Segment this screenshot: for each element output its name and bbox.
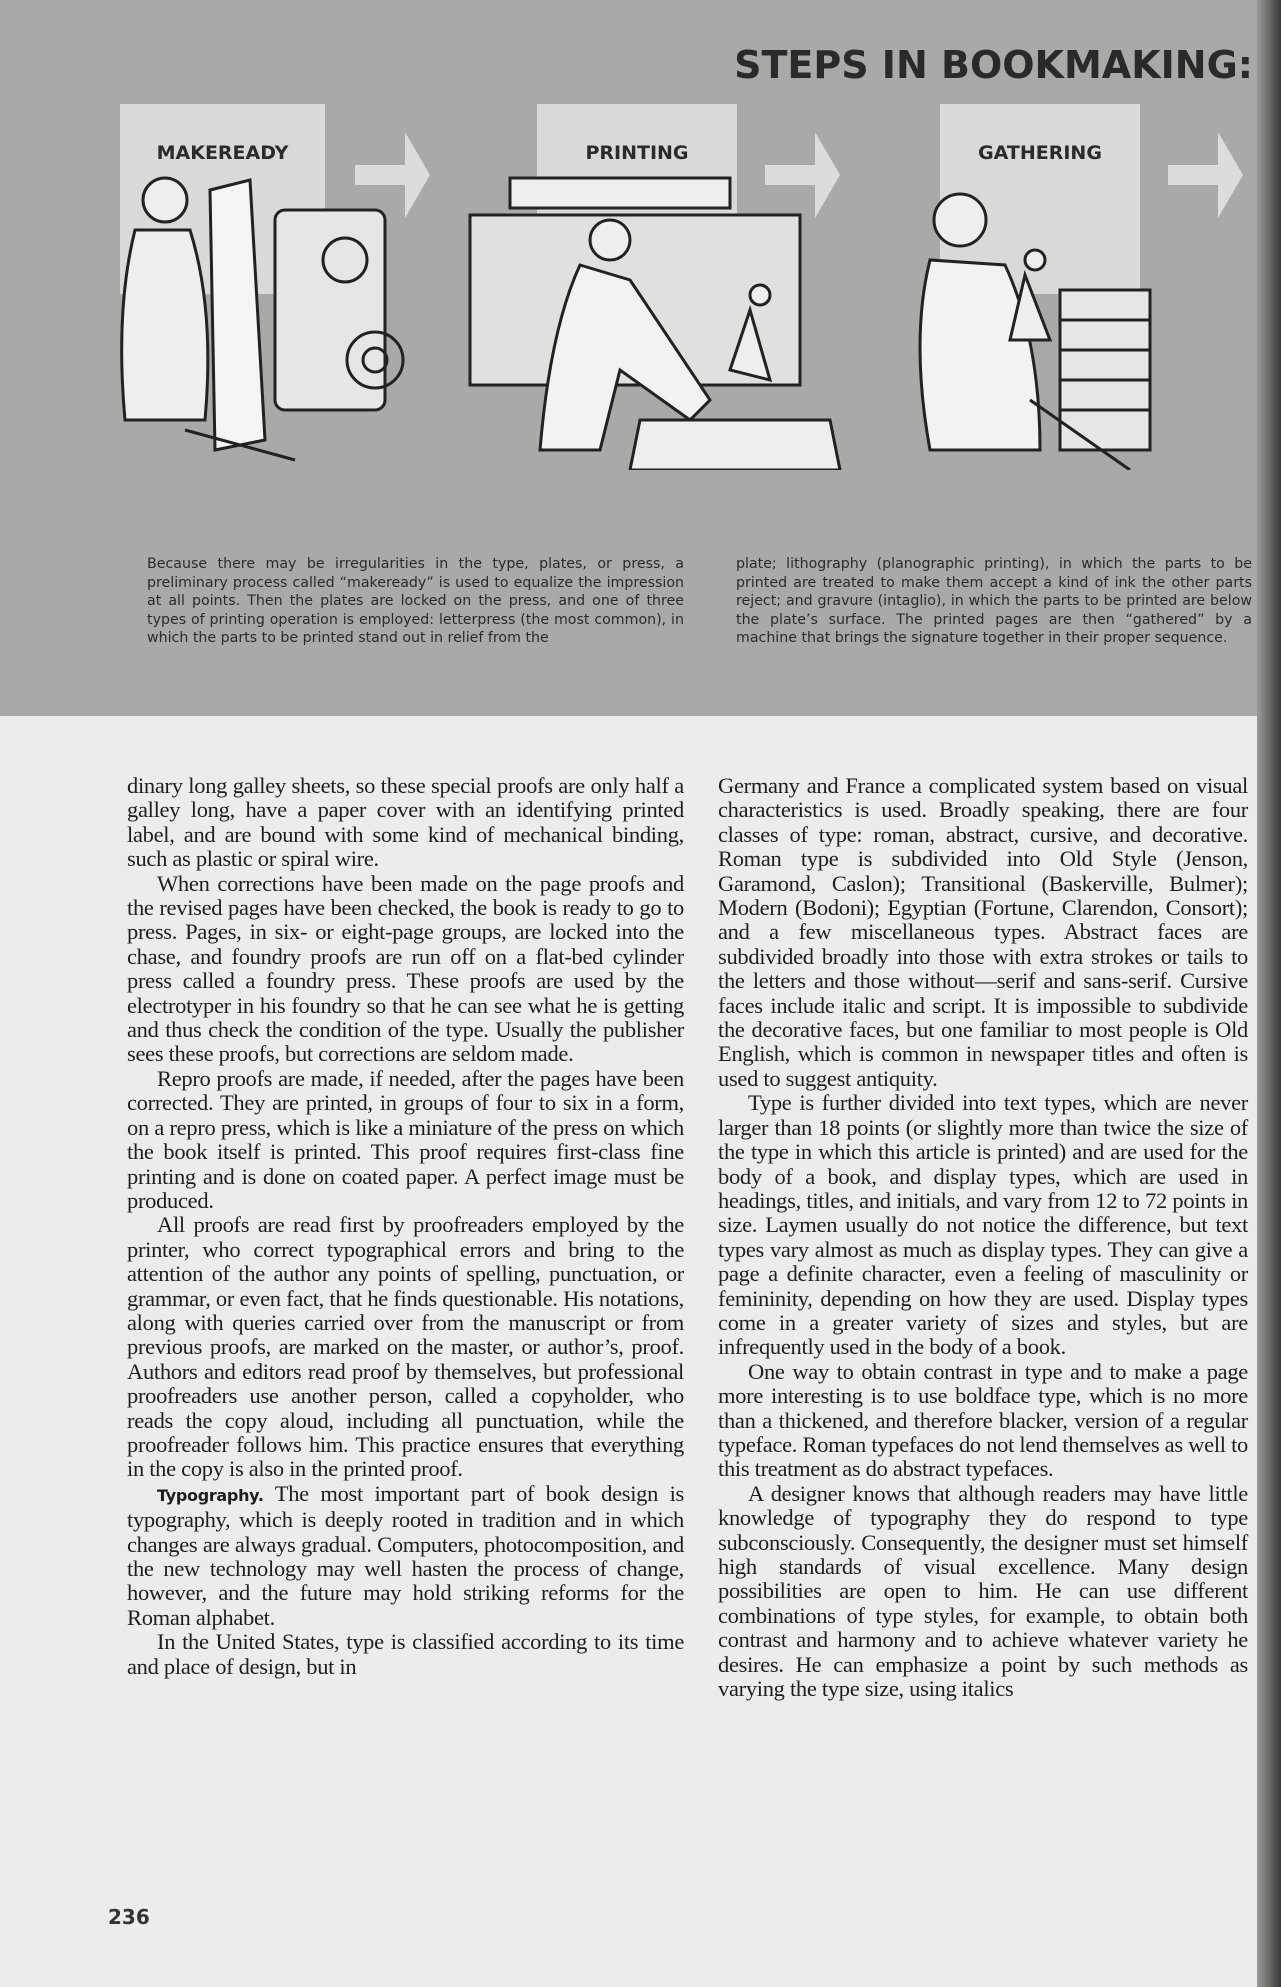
- page-title: STEPS IN BOOKMAKING:: [734, 43, 1253, 87]
- paragraph: Type is further divided into text types, which are never larger than 18 points (or slightly more than twice the size of the type in which this article is printed) and are used for the body of a book, and display types, which are used in headings, titles, and initials, and vary from 12 to 72 points in size. Laymen usually do not notice the difference, but text types vary almost as much as display types. They can give a page a definite character, even a feeling of masculinity or femininity, depending on how they are used. Display types come in a greater variety of sizes and styles, but are infrequently used in the body of a book.: [718, 1090, 1248, 1360]
- caption-left: Because there may be irregularities in the type, plates, or press, a preliminary process called “makeready” is used to equalize the impression at all points. Then the plates are locked on the press, and one of three types of printing operation is employed: letterpress (the most common), in which the parts to be printed stand out in relief from the: [147, 556, 684, 647]
- paragraph: Repro proofs are made, if needed, after the pages have been corrected. They are printed, in groups of four to six in a form, on a repro press, which is like a miniature of the press on which the book itself is printed. This proof requires first-class fine printing and is done on coated paper. A perfect image must be produced.: [127, 1065, 684, 1213]
- paragraph-typography: [127, 1482, 684, 1630]
- section-heading: Typography.: [157, 1485, 264, 1505]
- paragraph-text: The most important part of book design is typography, which is deeply rooted in tradition and in which changes are always gradual. Computers, photocomposition, and the new technology may well hasten the process of change, however, and the future may hold striking reforms for the Roman alphabet.: [127, 1480, 685, 1630]
- paragraph: A designer knows that although readers may have little knowledge of typography they do respond to type subconsciously. Consequently, the designer must set himself high standards of visual excellence. Many design possibilities are open to him. He can use different combinations of type styles, for example, to obtain both contrast and harmony and to achieve whatever variety he desires. He can emphasize a point by such methods as varying the type size, using italics: [718, 1480, 1248, 1702]
- step-label: PRINTING: [585, 142, 689, 164]
- paragraph: Germany and France a complicated system based on visual characteristics is used. Broadly speaking, there are four classes of type: roman, abstract, cursive, and decorative. Roman type is subdivided into Old Style (Jenson, Garamond, Caslon); Transitional (Baskerville, Bulmer); Modern (Bodoni); Egyptian (Fortune, Clarendon, Consort); and a few miscellaneous types. Abstract faces are subdivided broadly into those with extra strokes or tails to the letters and those without—serif and sans-serif. Cursive faces include italic and script. It is impossible to subdivide the decorative faces, but one familiar to most people is Old English, which is common in newspaper titles and often is used to suggest antiquity.: [718, 773, 1248, 1091]
- body-column-right: [718, 774, 1248, 1701]
- paragraph: In the United States, type is classified according to its time and place of design, but in: [127, 1629, 684, 1679]
- page-number: 236: [108, 1905, 150, 1929]
- page-edge-shadow: [1257, 0, 1281, 1987]
- body-column-left: [127, 774, 684, 1679]
- makeready-illustration-icon: [95, 170, 425, 470]
- paragraph: All proofs are read first by proofreaders employed by the printer, who correct typographical errors and bring to the attention of the author any points of spelling, punctuation, or grammar, or even fact, that he finds questionable. His notations, along with queries carried over from the manuscript or from previous proofs, are marked on the master, or author’s, proof. Authors and editors read proof by themselves, but professional proofreaders use another person, called a copyholder, who reads the copy aloud, including all punctuation, while the proofreader follows him. This practice ensures that everything in the copy is also in the printed proof.: [127, 1212, 684, 1482]
- paragraph: When corrections have been made on the page proofs and the revised pages have been checked, the book is ready to go to press. Pages, in six- or eight-page groups, are locked into the chase, and foundry proofs are run off on a flat-bed cylinder press called a foundry press. These proofs are used by the electrotyper in his foundry so that he can see what he is getting and thus check the condition of the type. Usually the publisher sees these proofs, but corrections are seldom made.: [127, 870, 684, 1067]
- step-label: MAKEREADY: [156, 142, 289, 164]
- gathering-illustration-icon: [910, 170, 1250, 470]
- step-label: GATHERING: [978, 142, 1102, 164]
- caption-right: plate; lithography (planographic printing), in which the parts to be printed are treated to make them accept a kind of ink the other parts reject; and gravure (intaglio), in which the parts to be printed are below the plate’s surface. The printed pages are then “gathered” by a machine that brings the signature together in their proper sequence.: [736, 556, 1252, 647]
- paragraph: One way to obtain contrast in type and to make a page more interesting is to use boldface type, which is no more than a thickened, and therefore blacker, version of a regular typeface. Roman typefaces do not lend themselves as well to this treatment as do abstract typefaces.: [718, 1358, 1248, 1482]
- paragraph: dinary long galley sheets, so these special proofs are only half a galley long, have a paper cover with an identifying printed label, and are bound with some kind of mechanical binding, such as plastic or spiral wire.: [127, 773, 684, 872]
- printing-illustration-icon: [460, 170, 860, 470]
